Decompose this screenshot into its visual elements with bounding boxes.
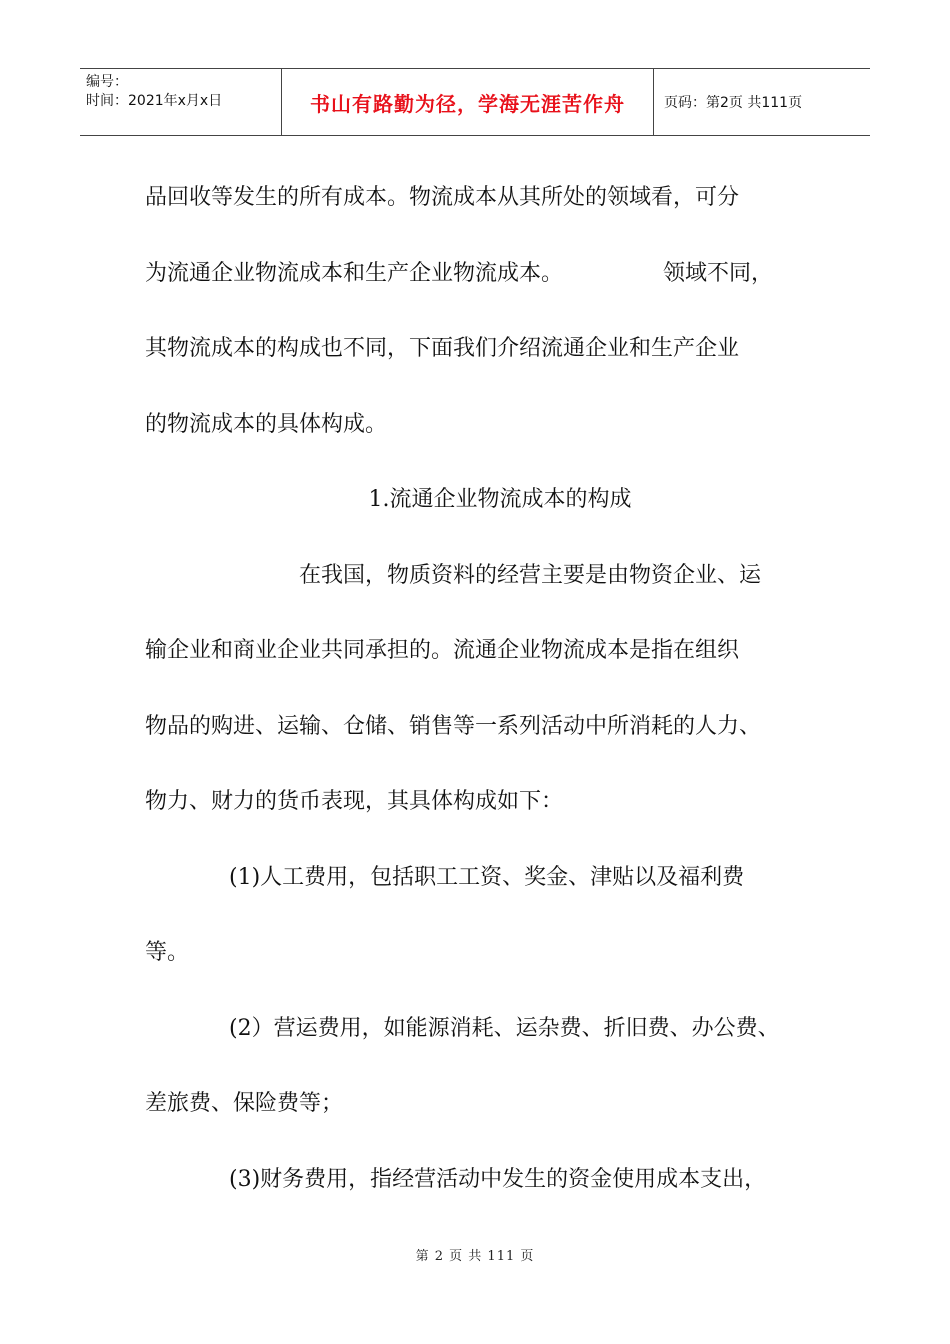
text-line: 物力、财力的货币表现，其具体构成如下： (145, 789, 564, 814)
list-item-2: (2）营运费用，如能源消耗、运杂费、折旧费、办公费、 (229, 1015, 780, 1041)
text-line: 的物流成本的具体构成。 (145, 411, 388, 437)
text-segment: 领域不同， (663, 260, 774, 286)
text-line: 品回收等发生的所有成本。物流成本从其所处的领域看，可分 (145, 185, 740, 210)
document-body (145, 160, 825, 1217)
section-heading: 1.流通企业物流成本的构成 (368, 487, 632, 512)
text-line: 等。 (145, 940, 190, 965)
list-item-3: (3)财务费用，指经营活动中发生的资金使用成本支出， (229, 1166, 767, 1192)
text-line: 在我国，物质资料的经营主要是由物资企业、运 (299, 562, 762, 588)
list-item-1: (1)人工费用，包括职工工资、奖金、津贴以及福利费 (229, 864, 745, 890)
header-meta (80, 69, 282, 135)
page-header (80, 68, 870, 136)
date-label: 时间：2021年x月x日 (86, 93, 223, 109)
page-footer: 第 2 页 共 111 页 (415, 1249, 535, 1264)
text-segment: 为流通企业物流成本和生产企业物流成本。 (145, 260, 564, 286)
text-line: 差旅费、保险费等； (145, 1091, 344, 1116)
text-line (145, 236, 825, 312)
text-line: 其物流成本的构成也不同，下面我们介绍流通企业和生产企业 (145, 336, 740, 361)
text-line: 物品的购进、运输、仓储、销售等一系列活动中所消耗的人力、 (145, 713, 762, 739)
number-label: 编号： (86, 74, 128, 90)
header-motto: 书山有路勤为径，学海无涯苦作舟 (282, 69, 654, 135)
text-line: 输企业和商业企业共同承担的。流通企业物流成本是指在组织 (145, 638, 740, 663)
header-page-info: 页码：第2页 共111页 (664, 95, 803, 111)
